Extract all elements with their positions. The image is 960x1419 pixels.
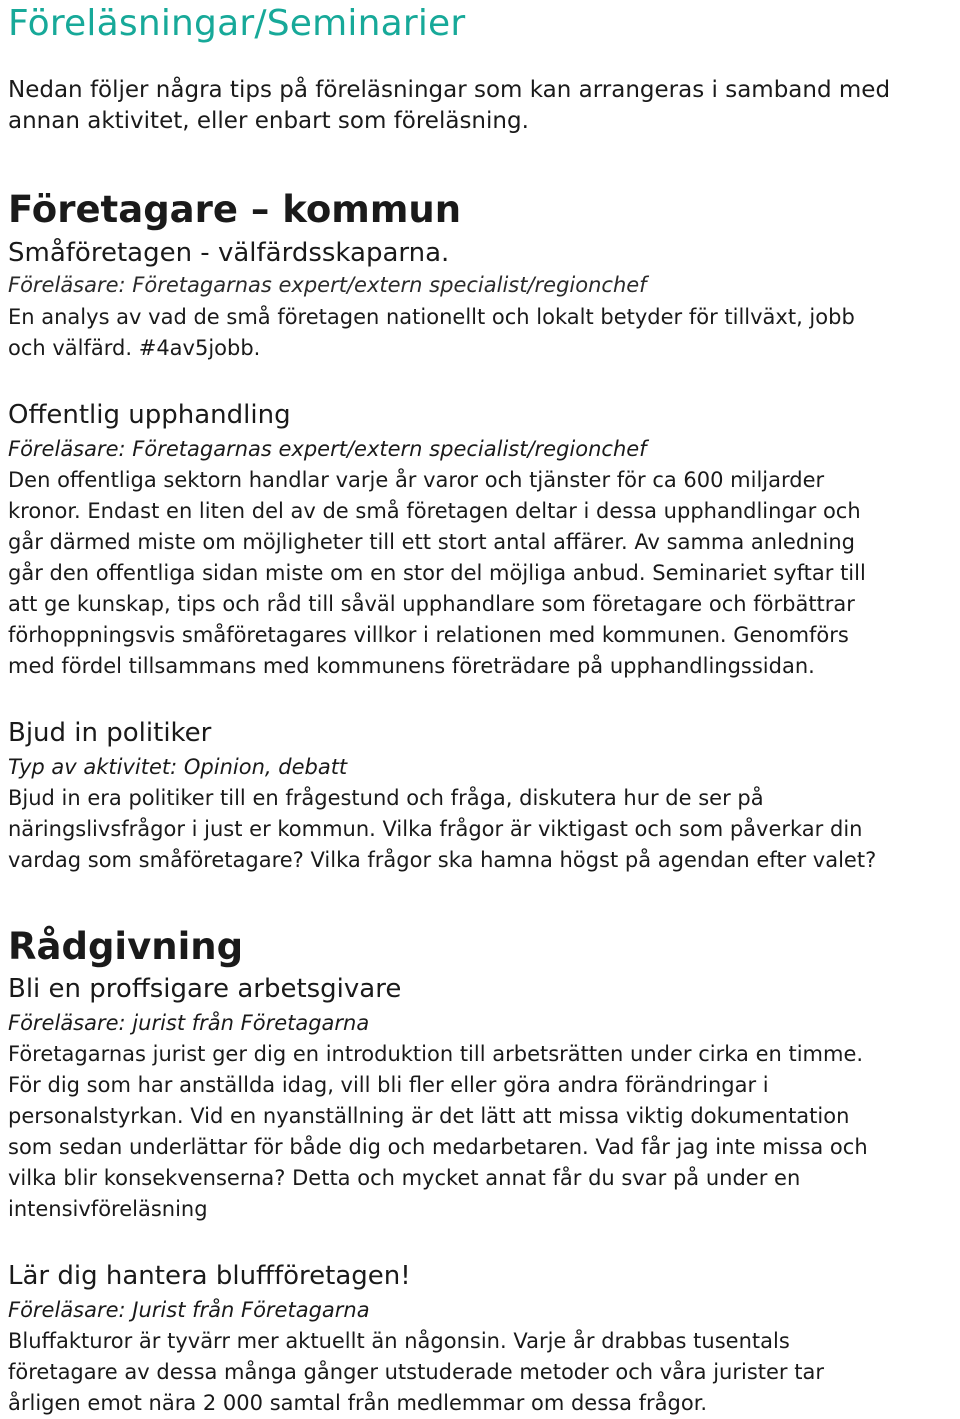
item-title-bluffforetagen: Lär dig hantera bluffföretagen! (8, 1261, 411, 1291)
item-description-smaforetagen: En analys av vad de små företagen nationellt och lokalt betyder för tillväxt, jobb och välfärd. #4av5jobb. (8, 305, 855, 360)
item-title-proffsigare-arbetsgivare: Bli en proffsigare arbetsgivare (8, 974, 402, 1004)
item-lecturer-offentlig-upphandling: Föreläsare: Företagarnas expert/extern specialist/regionchef (8, 437, 647, 461)
intro-text: Nedan följer några tips på föreläsningar som kan arrangeras i samband med annan aktivitet, eller enbart som föreläsning. (8, 77, 891, 134)
item-description-proffsigare-arbetsgivare: Företagarnas jurist ger dig en introduktion till arbetsrätten under cirka en timme. För dig som har anställda idag, vill bli fler eller göra andra förändringar i personalstyrkan. Vid en nyanställning är det lätt att missa viktig dokumentation som sedan underlättar för både dig och medarbetaren. Vad får jag inte missa och vilka blir konsekvenserna? Detta och mycket annat får du svar på under en intensivföreläsning (8, 1042, 868, 1221)
item-lecturer-smaforetagen: Föreläsare: Företagarnas expert/extern specialist/regionchef (8, 273, 647, 297)
item-description-offentlig-upphandling: Den offentliga sektorn handlar varje år varor och tjänster för ca 600 miljarder kronor. Endast en liten del av de små företagen deltar i dessa upphandlingar och går därmed miste om möjligheter till ett stort antal affärer. Av samma anledning går den offentliga sidan miste om en stor del möjliga anbud. Seminariet syftar till att ge kunskap, tips och råd till såväl upphandlare som företagare och förbättrar förhoppningsvis småföretagares villkor i relationen med kommunen. Genomförs med fördel tillsammans med kommunens företrädare på upphandlingssidan. (8, 468, 866, 678)
item-description-bjud-in-politiker: Bjud in era politiker till en frågestund och fråga, diskutera hur de ser på näringslivsfrågor i just er kommun. Vilka frågor är viktigast och som påverkar din vardag som småföretagare? Vilka frågor ska hamna högst på agendan efter valet? (8, 786, 877, 872)
item-description-bluffforetagen: Bluffakturor är tyvärr mer aktuellt än någonsin. Varje år drabbas tusentals företagare av dessa många gånger utstuderade metoder och våra jurister tar årligen emot nära 2 000 samtal från medlemmar om dessa frågor. (8, 1329, 824, 1415)
item-lecturer-bluffforetagen: Föreläsare: Jurist från Företagarna (8, 1298, 370, 1322)
item-lecturer-proffsigare-arbetsgivare: Föreläsare: jurist från Företagarna (8, 1011, 370, 1035)
item-title-smaforetagen: Småföretagen - välfärdsskaparna. (8, 238, 450, 268)
item-title-offentlig-upphandling: Offentlig upphandling (8, 400, 291, 430)
section-heading-radgivning: Rådgivning (8, 925, 244, 968)
item-title-bjud-in-politiker: Bjud in politiker (8, 718, 212, 748)
page-title: Föreläsningar/Seminarier (8, 3, 466, 44)
section-heading-foretagare-kommun: Företagare – kommun (8, 188, 462, 231)
item-lecturer-bjud-in-politiker: Typ av aktivitet: Opinion, debatt (8, 755, 348, 779)
